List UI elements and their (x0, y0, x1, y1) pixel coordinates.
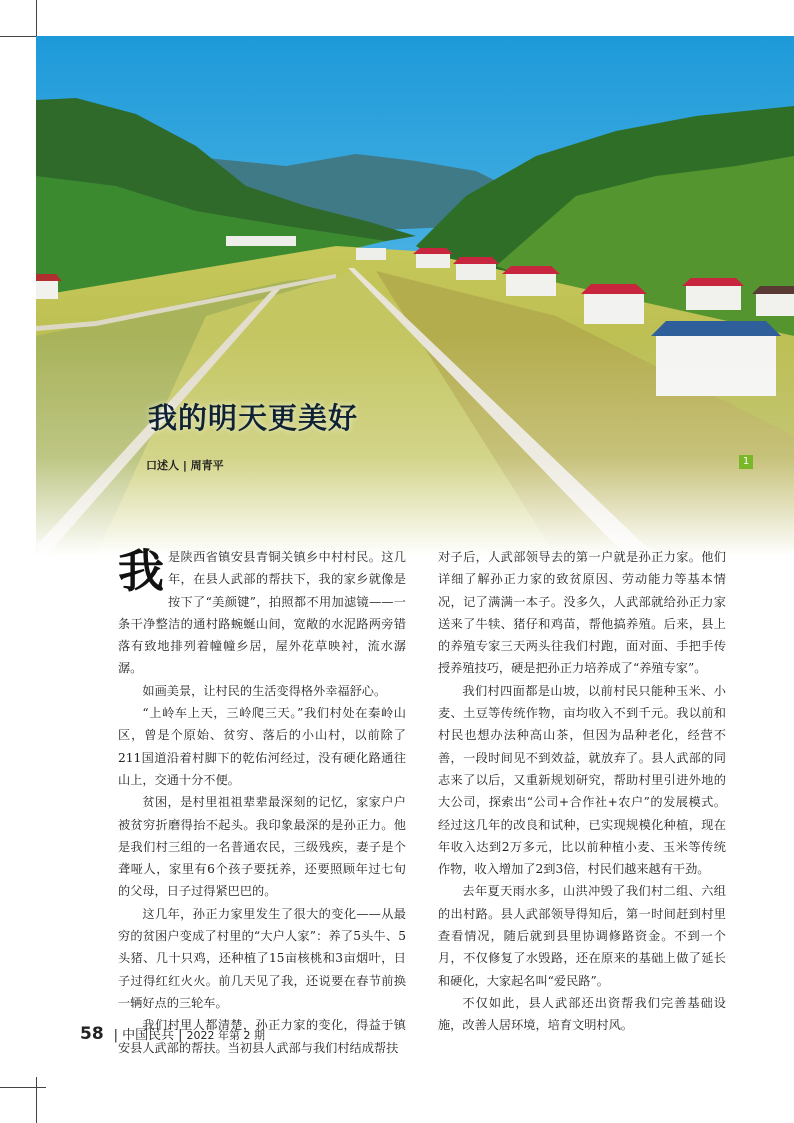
paragraph: 我是陕西省镇安县青铜关镇乡中村村民。这几年，在县人武部的帮扶下，我的家乡就像是按下了“美颜键”，拍照都不用加滤镜——一条干净整洁的通村路蜿蜒山间，宽敞的水泥路两旁错落有致地排列着幢幢乡居，屋外花草映衬，流水潺潺。 (118, 544, 406, 676)
page-number: 58 (80, 1024, 104, 1044)
issue-label: 2022 年第 2 期 (186, 1029, 265, 1042)
footer-divider: | (113, 1028, 119, 1043)
body-column-right (438, 546, 726, 1037)
photo-number-badge: 1 (739, 455, 753, 469)
page-footer (80, 1024, 265, 1044)
crop-mark (0, 1087, 46, 1088)
article-title: 我的明天更美好 (148, 401, 359, 435)
body-column-left (118, 546, 406, 1059)
hero-photo (36, 36, 794, 556)
paragraph: 贫困，是村里祖祖辈辈最深刻的记忆，家家户户被贫穷折磨得抬不起头。我印象最深的是孙正力。他是我们村三组的一名普通农民，三级残疾，妻子是个聋哑人，家里有6个孩子要抚养，还要照顾年过七旬的父母，日子过得紧巴巴的。 (118, 795, 406, 899)
paragraph: 我们村四面都是山坡，以前村民只能种玉米、小麦、土豆等传统作物，亩均收入不到千元。我以前和村民也想办法种高山茶，但因为品种老化，经营不善，一段时间见不到效益，就放弃了。县人武部的同志来了以后，又重新规划研究，帮助村里引进外地的大公司，探索出“公司+合作社+农户”的发展模式。经过这几年的改良和试种，已实现规模化种植，现在年收入达到2万多元，比以前种植小麦、玉米等传统作物，收入增加了2到3倍，村民们越来越有干劲。 (438, 683, 726, 877)
footer-divider: | (178, 1028, 183, 1043)
crop-mark (36, 1077, 37, 1123)
paragraph: 这几年，孙正力家里发生了很大的变化——从最穷的贫困户变成了村里的“大户人家”：养了5头牛、5头猪、几十只鸡，还种植了15亩核桃和3亩烟叶，日子过得红红火火。前几天见了我，还说要在春节前换一辆好点的三轮车。 (118, 906, 406, 1010)
paragraph: 去年夏天雨水多，山洪冲毁了我们村二组、六组的出村路。县人武部领导得知后，第一时间赶到村里查看情况，随后就到县里协调修路资金。不到一个月，不仅修复了水毁路，还在原来的基础上做了延长和硬化，大家起名叫“爱民路”。 (438, 884, 726, 988)
magazine-name: 中国民兵 (122, 1028, 175, 1043)
article-byline: 口述人 | 周青平 (146, 459, 224, 472)
paragraph: 对子后，人武部领导去的第一户就是孙正力家。他们详细了解孙正力家的致贫原因、劳动能力等基本情况，记了满满一本子。没多久，人武部就给孙正力家送来了牛犊、猪仔和鸡苗，帮他搞养殖。后来，县上的养殖专家三天两头往我们村跑，面对面、手把手传授养殖技巧，硬是把孙正力培养成了“养殖专家”。 (438, 550, 726, 676)
paragraph: “上岭车上天，三岭爬三天。”我们村处在秦岭山区，曾是个原始、贫穷、落后的小山村，以前除了211国道沿着村脚下的乾佑河经过，没有硬化路通往山上，交通十分不便。 (118, 706, 406, 787)
paragraph: 如画美景，让村民的生活变得格外幸福舒心。 (142, 683, 387, 698)
paragraph: 不仅如此，县人武部还出资帮我们完善基础设施，改善人居环境，培育文明村风。 (438, 995, 726, 1033)
paragraph: 我们村里人都清楚，孙正力家的变化，得益于镇安县人武部的帮扶。当初县人武部与我们村结成帮扶 (118, 1018, 406, 1055)
drop-cap: 我 (118, 544, 164, 598)
